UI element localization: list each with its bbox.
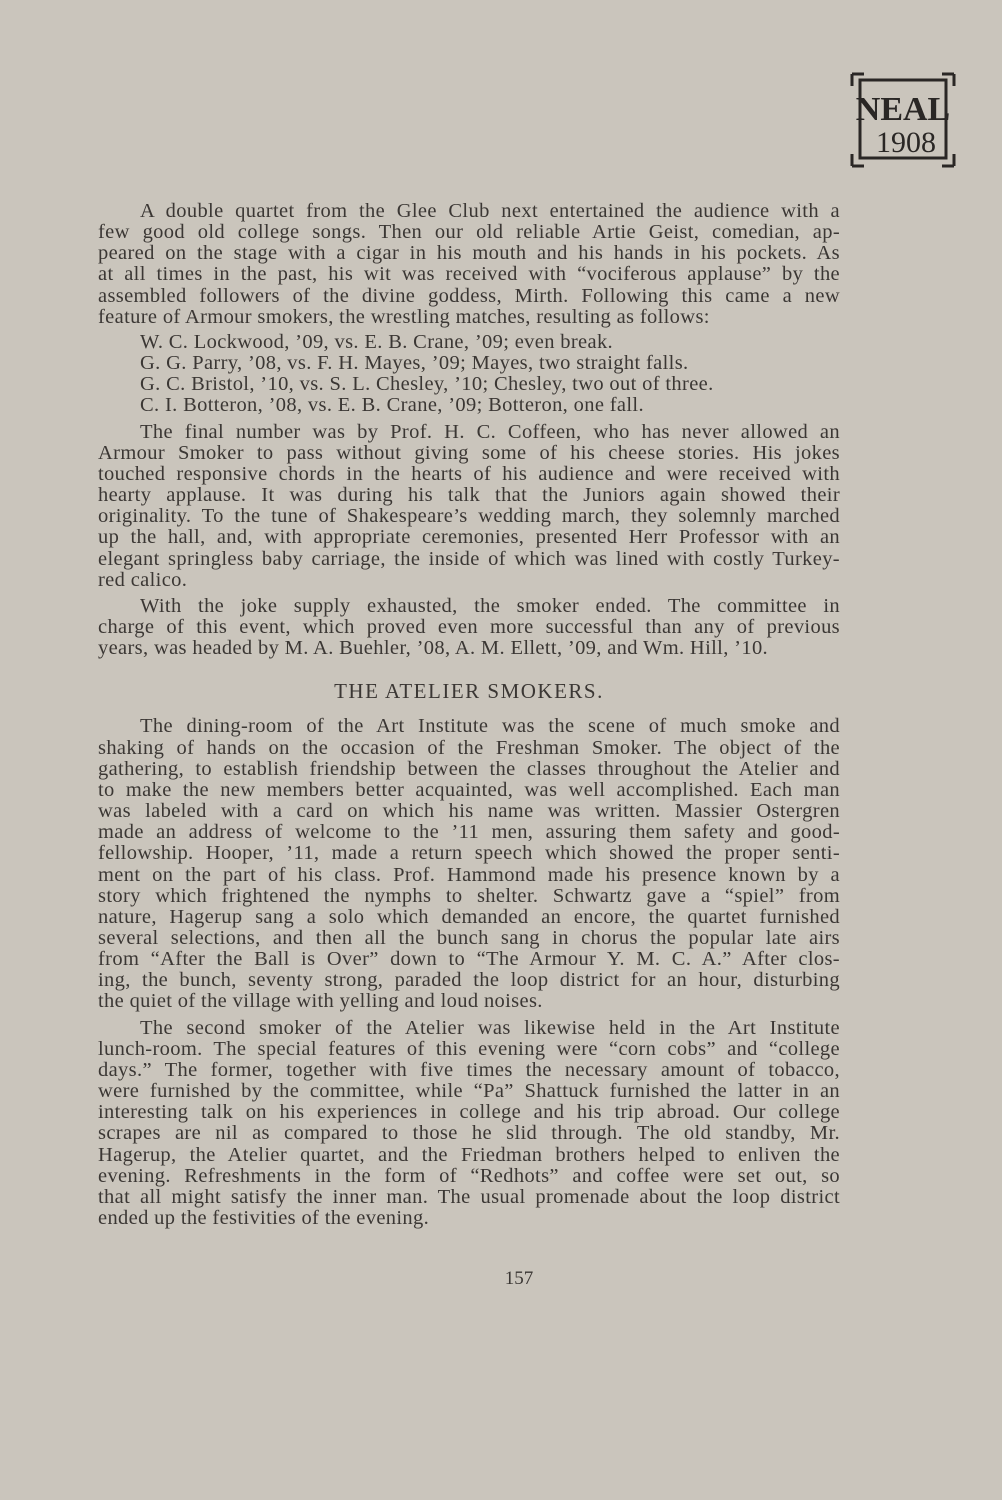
intro-section [98, 201, 840, 328]
text-line: ing, the bunch, seventy strong, paraded the loop district for an hour, disturbing [98, 969, 840, 992]
paragraph [98, 596, 840, 659]
svg-text:NEAL: NEAL [855, 91, 951, 128]
text-line: peared on the stage with a cigar in his mouth and his hands in his pockets. As [98, 242, 840, 265]
text-line: The second smoker of the Atelier was likewise held in the Art Institute [140, 1016, 840, 1039]
text-line: assembled followers of the divine goddess, Mirth. Following this came a new [98, 284, 840, 307]
text-line: ended up the festivities of the evening. [98, 1207, 430, 1230]
svg-text:1908: 1908 [876, 126, 936, 159]
text-line: story which frightened the nymphs to shelter. Schwartz gave a “spiel” from [98, 884, 840, 907]
text-line: Hagerup, the Atelier quartet, and the Friedman brothers helped to enliven the [98, 1143, 840, 1166]
paragraph [98, 422, 840, 591]
coffeen-section [98, 422, 840, 660]
text-line: days.” The former, together with five times the necessary amount of tobacco, [98, 1058, 840, 1081]
text-line: A double quartet from the Glee Club next entertained the audience with a [140, 200, 840, 222]
text-line: evening. Refreshments in the form of “Redhots” and coffee were set out, so [98, 1164, 840, 1187]
text-line: scrapes are nil as compared to those he slid through. The old standby, Mr. [98, 1122, 840, 1145]
text-line: elegant springless baby carriage, the inside of which was lined with costly Turkey- [98, 547, 840, 570]
text-line: With the joke supply exhausted, the smoker ended. The committee in [140, 594, 840, 617]
text-line: fellowship. Hooper, ’11, made a return speech which showed the proper senti- [98, 842, 840, 865]
match-result: G. C. Bristol, ’10, vs. S. L. Chesley, ’10; Chesley, two out of three. [140, 373, 714, 396]
text-line: was labeled with a card on which his name was written. Massier Ostergren [98, 800, 840, 823]
text-line: feature of Armour smokers, the wrestling matches, resulting as follows: [98, 305, 710, 328]
text-line: originality. To the tune of Shakespeare’s wedding march, they solemnly marched [98, 505, 840, 528]
text-line: years, was headed by M. A. Buehler, ’08, A. M. Ellett, ’09, and Wm. Hill, ’10. [98, 637, 769, 660]
text-line: shaking of hands on the occasion of the Freshman Smoker. The object of the [98, 736, 840, 759]
wrestling-results-list [98, 332, 840, 417]
text-line: red calico. [98, 568, 188, 591]
text-line: several selections, and then all the bunch sang in chorus the popular late airs [98, 927, 840, 949]
text-line: up the hall, and, with appropriate ceremonies, presented Herr Professor with an [98, 526, 840, 549]
text-line: The dining-room of the Art Institute was the scene of much smoke and [140, 715, 840, 738]
neal-1908-logo [848, 70, 958, 170]
text-line: charge of this event, which proved even more successful than any of previous [98, 615, 840, 638]
match-result: G. G. Parry, ’08, vs. F. H. Mayes, ’09; Mayes, two straight falls. [140, 352, 689, 375]
text-line: made an address of welcome to the ’11 men, assuring them safety and good- [98, 821, 840, 844]
page-number: 157 [504, 1268, 534, 1289]
paragraph [98, 201, 840, 328]
atelier-section [98, 716, 840, 1229]
text-line: at all times in the past, his wit was received with “vociferous applause” by the [98, 263, 840, 286]
text-line: were furnished by the committee, while “Pa” Shattuck furnished the latter in an [98, 1080, 840, 1103]
text-line: hearty applause. It was during his talk that the Juniors again showed their [98, 484, 840, 507]
match-result: C. I. Botteron, ’08, vs. E. B. Crane, ’09; Botteron, one fall. [140, 394, 644, 417]
text-line: few good old college songs. Then our old reliable Artie Geist, comedian, ap- [98, 221, 840, 244]
paragraph [98, 716, 840, 1012]
text-line: Armour Smoker to pass without giving some of his cheese stories. His jokes [98, 441, 840, 464]
paragraph [98, 1018, 840, 1230]
text-line: the quiet of the village with yelling and loud noises. [98, 990, 543, 1013]
text-line: touched responsive chords in the hearts of his audience and were received with [98, 462, 840, 485]
text-line: to make the new members better acquainted, was well accomplished. Each man [98, 778, 840, 801]
text-line: gathering, to establish friendship between the classes throughout the Atelier and [98, 757, 840, 780]
match-result: W. C. Lockwood, ’09, vs. E. B. Crane, ’09; even break. [140, 330, 614, 353]
text-line: lunch-room. The special features of this evening were “corn cobs” and “college [98, 1037, 840, 1060]
text-line: from “After the Ball is Over” down to “The Armour Y. M. C. A.” After clos- [98, 948, 840, 971]
text-line: that all might satisfy the inner man. The usual promenade about the loop district [98, 1185, 840, 1208]
page-body [98, 201, 840, 1234]
section-heading: THE ATELIER SMOKERS. [334, 679, 604, 704]
text-line: The final number was by Prof. H. C. Coffeen, who has never allowed an [140, 420, 840, 443]
text-line: ment on the part of his class. Prof. Hammond made his presence known by a [98, 863, 840, 886]
text-line: interesting talk on his experiences in college and his trip abroad. Our college [98, 1101, 840, 1124]
text-line: nature, Hagerup sang a solo which demanded an encore, the quartet furnished [98, 905, 840, 928]
